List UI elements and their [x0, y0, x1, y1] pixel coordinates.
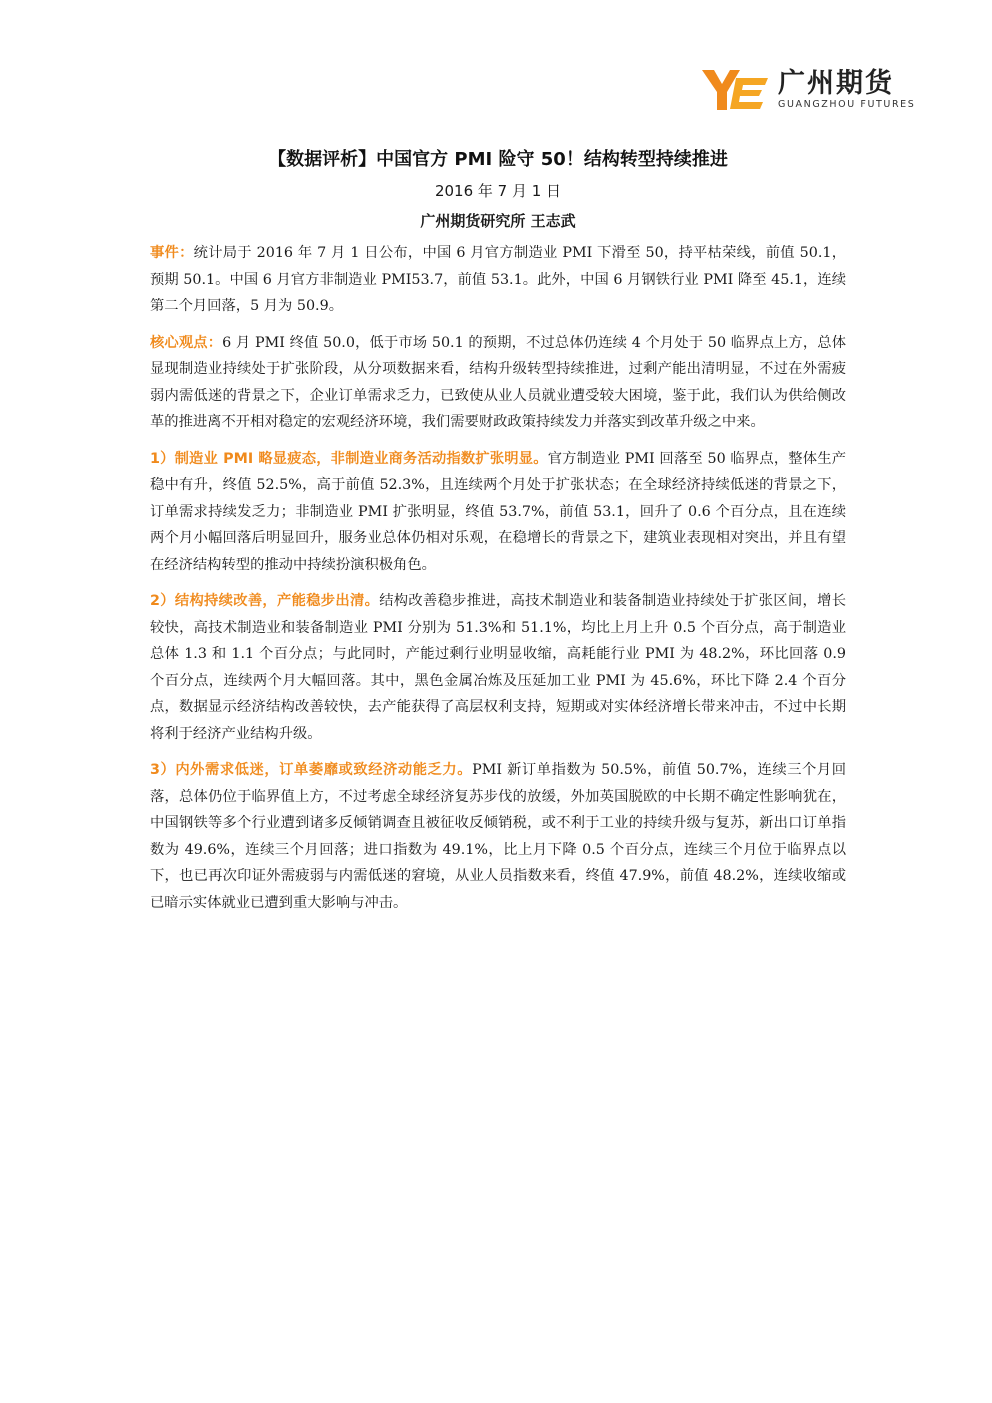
- core-view-text: 6 月 PMI 终值 50.0，低于市场 50.1 的预期，不过总体仍连续 4 个月处于 50 临界点上方，总体显现制造业持续处于扩张阶段，从分项数据来看，结构升级转型持续推进，过剩产能出清明显，不过在外需疲弱内需低迷的背景之下，企业订单需求乏力，已致使从业人员就业遭受较大困境，鉴于此，我们认为供给侧改革的推进离不开相对稳定的宏观经济环境，我们需要财政政策持续发力并落实到改革升级之中来。: [150, 334, 847, 430]
- document-body: [150, 146, 846, 916]
- point-1-text: 官方制造业 PMI 回落至 50 临界点，整体生产稳中有升，终值 52.5%，高于前值 52.3%，且连续两个月处于扩张状态；在全球经济持续低迷的背景之下，订单需求持续发乏力；非制造业 PMI 扩张明显，终值 53.7%，前值 53.1，回升了 0.6 个百分点，且在连续两个月小幅回落后明显回升，服务业总体仍相对乐观，在稳增长的背景之下，建筑业表现相对突出，并且有望在经济结构转型的推动中持续扮演积极角色。: [150, 450, 846, 573]
- point-3-label: 3）内外需求低迷，订单萎靡或致经济动能乏力。: [150, 762, 473, 778]
- company-logo: [700, 66, 930, 114]
- guangzhou-futures-logo-icon: [700, 68, 770, 112]
- core-view-label: 核心观点：: [150, 334, 223, 351]
- event-text: 统计局于 2016 年 7 月 1 日公布，中国 6 月官方制造业 PMI 下滑至 50，持平枯荣线，前值 50.1，预期 50.1。中国 6 月官方非制造业 PMI53.7，前值 53.1。此外，中国 6 月钢铁行业 PMI 降至 45.1，连续第二个月回落，5 月为 50.9。: [150, 245, 847, 314]
- point-1-paragraph: [150, 446, 846, 579]
- document-author: 广州期货研究所 王志武: [420, 212, 576, 230]
- point-3-paragraph: [150, 757, 846, 916]
- document-date: 2016 年 7 月 1 日: [434, 182, 562, 200]
- logo-chinese-name: 广州期货: [778, 68, 894, 99]
- core-view-paragraph: [150, 330, 846, 436]
- event-label: 事件：: [150, 245, 194, 261]
- point-1-label: 1）制造业 PMI 略显疲态，非制造业商务活动指数扩张明显。: [150, 450, 548, 467]
- event-paragraph: [150, 240, 846, 320]
- document-title: 【数据评析】中国官方 PMI 险守 50！结构转型持续推进: [268, 149, 728, 170]
- point-3-text: PMI 新订单指数为 50.5%，前值 50.7%，连续三个月回落，总体仍位于临界值上方，不过考虑全球经济复苏步伐的放缓，外加英国脱欧的中长期不确定性影响犹在，中国钢铁等多个行业遭到诸多反倾销调查且被征收反倾销税，或不利于工业的持续升级与复苏，新出口订单指数为 49.6%，连续三个月回落；进口指数为 49.1%，比上月下降 0.5 个百分点，连续三个月位于临界点以下，也已再次印证外需疲弱与内需低迷的窘境，从业人员指数来看，终值 47.9%，前值 48.2%，连续收缩或已暗示实体就业已遭到重大影响与冲击。: [150, 762, 847, 911]
- point-2-text: 结构改善稳步推进，高技术制造业和装备制造业持续处于扩张区间，增长较快，高技术制造业和装备制造业 PMI 分别为 51.3%和 51.1%，均比上月上升 0.5 个百分点，高于制造业总体 1.3 和 1.1 个百分点；与此同时，产能过剩行业明显收缩，高耗能行业 PMI 为 48.2%，环比回落 0.9 个百分点，连续两个月大幅回落。其中，黑色金属冶炼及压延加工业 PMI 为 45.6%，环比下降 2.4 个百分点，数据显示经济结构改善较快，去产能获得了高层权利支持，短期或对实体经济增长带来冲击，不过中长期将利于经济产业结构升级。: [150, 593, 846, 742]
- logo-english-name: GUANGZHOU FUTURES: [778, 99, 916, 110]
- point-2-label: 2）结构持续改善，产能稳步出清。: [150, 593, 380, 609]
- point-2-paragraph: [150, 588, 846, 747]
